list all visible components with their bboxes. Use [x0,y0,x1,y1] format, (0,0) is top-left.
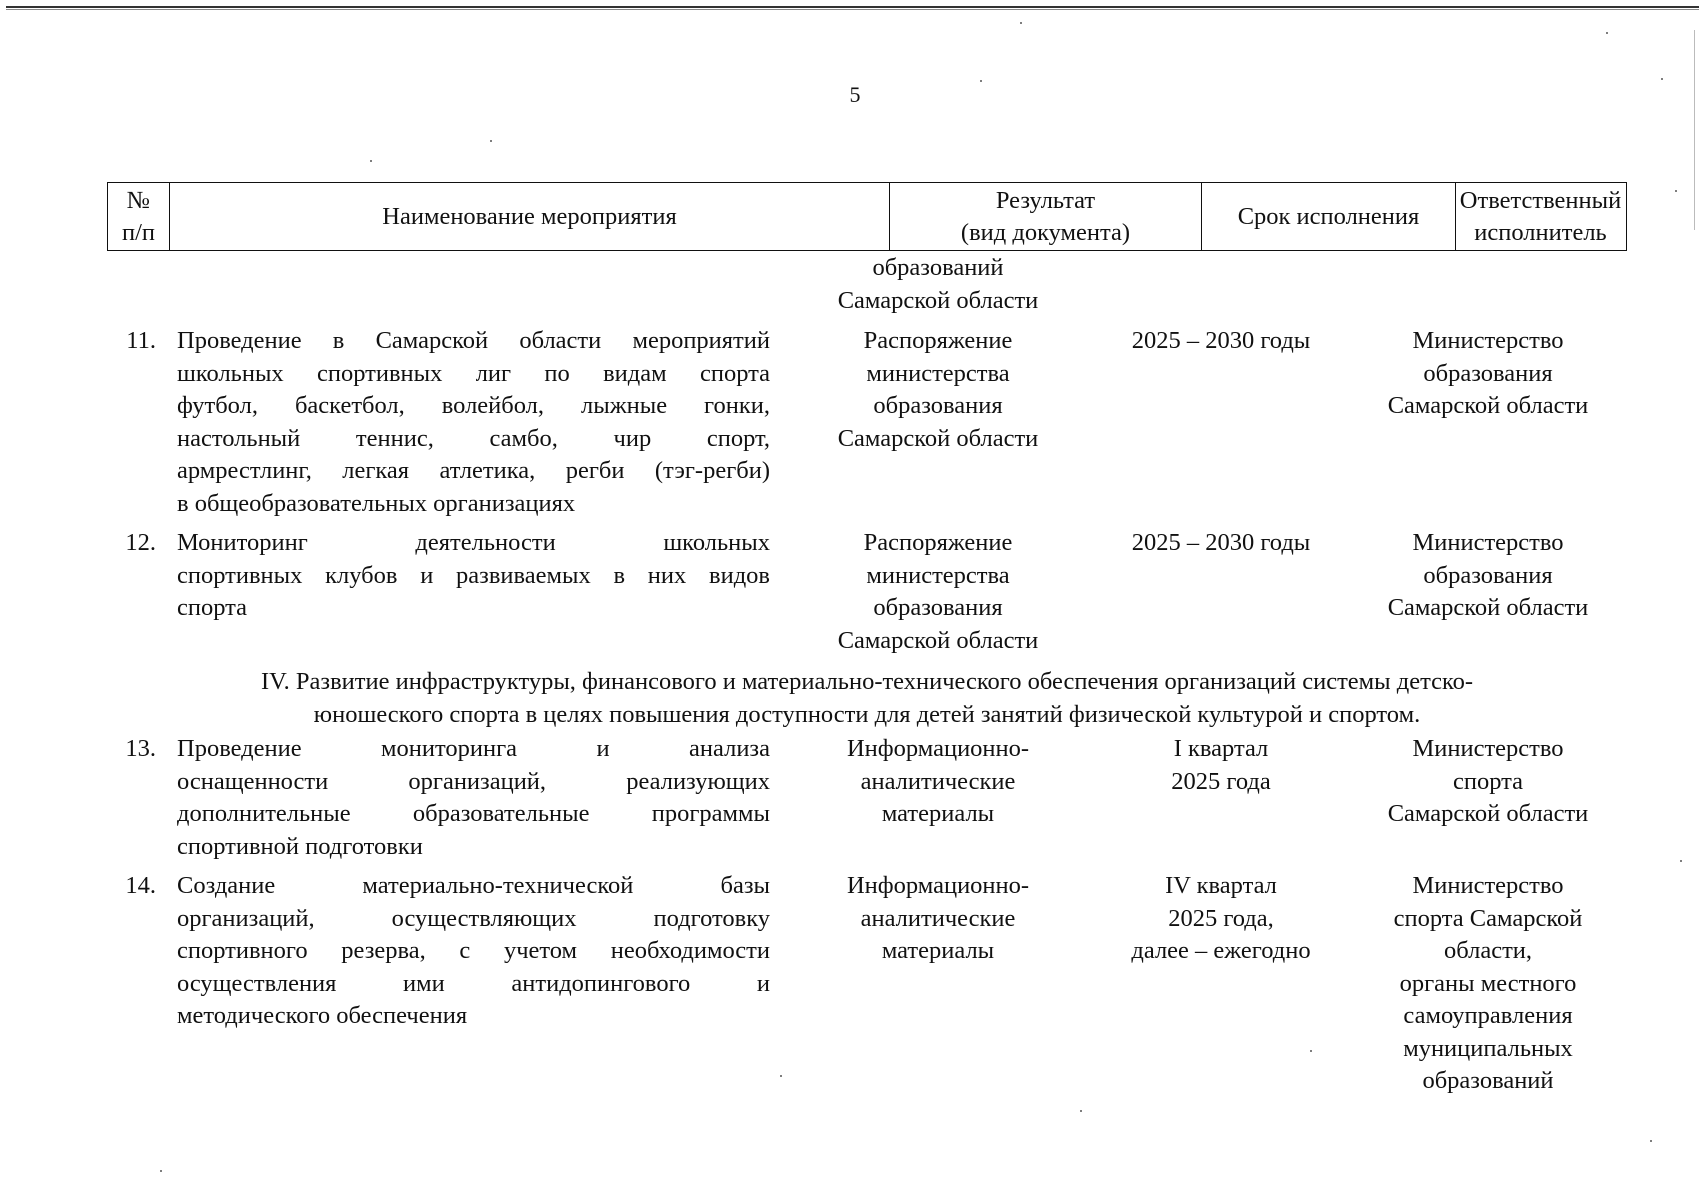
continuation-result [782,252,1094,317]
result-line: Самарской области [837,626,1039,654]
deadline-line: 2025 года [1171,767,1271,795]
row-14-deadline [1094,870,1348,968]
responsible-line: спорта Самарской [1393,904,1583,932]
row-11-num: 11. [126,327,156,354]
result-line: Самарской области [837,424,1039,452]
header-result-line1: Результат [995,186,1096,214]
header-responsible-line1: Ответственный [1459,186,1622,214]
result-line: министерства [866,359,1010,387]
responsible-line: органы местного [1399,969,1577,997]
result-line: Информационно- [846,735,1030,762]
name-line: Мониторинг деятельности школьных [177,529,770,556]
scan-speck [780,1075,782,1077]
name-line: Проведение мониторинга и анализа [177,735,770,762]
scan-speck [1661,78,1663,80]
responsible-line: Министерство [1412,872,1564,899]
section-heading-line: юношеского спорта в целях повышения доступности для детей занятий физической культурой и спортом. [313,700,1421,728]
result-line: аналитические [860,767,1016,795]
row-13-num: 13. [125,735,156,762]
scan-speck [1020,22,1022,24]
responsible-line: спорта [1452,767,1524,795]
header-responsible [1456,183,1625,250]
header-result-line2: (вид документа) [960,218,1131,246]
row-13-deadline [1094,733,1348,798]
responsible-line: Самарской области [1387,594,1589,621]
header-deadline: Срок исполнения [1202,183,1456,250]
row-11-responsible [1348,325,1628,423]
result-line: образования [873,594,1003,621]
row-13-result [782,733,1094,831]
responsible-line: образований [1422,1067,1554,1094]
row-12-name [177,527,770,625]
section-iv-heading [107,666,1627,731]
scan-speck [160,1170,162,1172]
deadline-line: 2025 – 2030 годы [1131,327,1311,354]
result-line: материалы [881,937,995,964]
name-line: спортивного резерва, с учетом необходимости [177,937,770,964]
name-line: Проведение в Самарской области мероприятий [177,327,770,354]
scan-speck [1606,32,1608,34]
name-line: оснащенности организаций, реализующих [177,767,770,795]
header-result [890,183,1202,250]
top-rule-secondary [6,9,1699,10]
row-14-result [782,870,1094,968]
responsible-line: Министерство [1412,529,1564,556]
result-line: образования [873,392,1003,419]
row-14-responsible [1348,870,1628,1098]
name-line: методического обеспечения [177,1002,468,1029]
scan-speck [1080,1110,1082,1112]
header-num-line2: п/п [121,218,156,246]
row-11-deadline [1094,325,1348,358]
deadline-line: IV квартал [1165,872,1277,899]
responsible-line: образования [1423,359,1553,387]
scan-speck [1675,190,1677,192]
name-line: дополнительные образовательные программы [177,800,770,827]
deadline-line: I квартал [1173,735,1269,762]
scan-speck [1680,860,1682,862]
header-responsible-line2: исполнитель [1474,218,1607,246]
row-12-deadline [1094,527,1348,560]
scan-edge [1694,30,1695,230]
scan-speck [1310,1050,1312,1052]
result-line: материалы [881,800,995,827]
name-line: организаций, осуществляющих подготовку [177,904,770,932]
result-line: Распоряжение [863,327,1013,354]
result-line: Распоряжение [863,529,1013,556]
section-heading-line: IV. Развитие инфраструктуры, финансового и материально-технического обеспечения организаций системы детско- [260,668,1474,695]
row-12-num: 12. [125,529,156,556]
header-name: Наименование мероприятия [170,183,890,250]
table-header [107,182,1627,251]
name-line: в общеобразовательных организациях [177,489,576,517]
responsible-line: Самарской области [1387,800,1589,827]
scan-speck [980,80,982,82]
responsible-line: образования [1423,561,1553,589]
name-line: осуществления ими антидопингового и [177,969,770,997]
responsible-line: самоуправления [1403,1002,1573,1029]
scan-speck [370,160,372,162]
continuation-line: образований [872,254,1004,281]
row-14-num: 14. [125,872,156,899]
responsible-line: Самарской области [1387,392,1589,419]
row-12-responsible [1348,527,1628,625]
scan-speck [490,140,492,142]
top-rule [6,6,1699,8]
name-line: футбол, баскетбол, волейбол, лыжные гонки, [177,392,770,419]
result-line: аналитические [860,904,1016,932]
deadline-line: 2025 – 2030 годы [1131,529,1311,556]
row-13-responsible [1348,733,1628,831]
name-line: спортивных клубов и развиваемых в них видов [177,561,770,589]
row-11-result [782,325,1094,455]
continuation-line: Самарской области [837,286,1039,314]
name-line: школьных спортивных лиг по видам спорта [177,359,770,387]
responsible-line: Министерство [1412,735,1564,762]
deadline-line: 2025 года, [1168,904,1274,932]
row-12-result [782,527,1094,657]
responsible-line: области, [1443,937,1533,964]
responsible-line: муниципальных [1403,1034,1573,1062]
row-14-name [177,870,770,1033]
name-line: спорта [177,594,248,621]
scan-speck [1650,1140,1652,1142]
name-line: спортивной подготовки [177,832,423,860]
responsible-line: Министерство [1412,327,1564,354]
header-num-line1: № [126,186,151,214]
result-line: министерства [866,561,1010,589]
name-line: настольный теннис, самбо, чир спорт, [177,424,770,452]
row-13-name [177,733,770,863]
header-num [108,183,170,250]
page-number: 5 [849,82,861,107]
row-11-name [177,325,770,520]
name-line: Создание материально-технической базы [177,872,770,899]
name-line: армрестлинг, легкая атлетика, регби (тэг-регби) [177,457,770,484]
result-line: Информационно- [846,872,1030,899]
deadline-line: далее – ежегодно [1131,937,1311,964]
